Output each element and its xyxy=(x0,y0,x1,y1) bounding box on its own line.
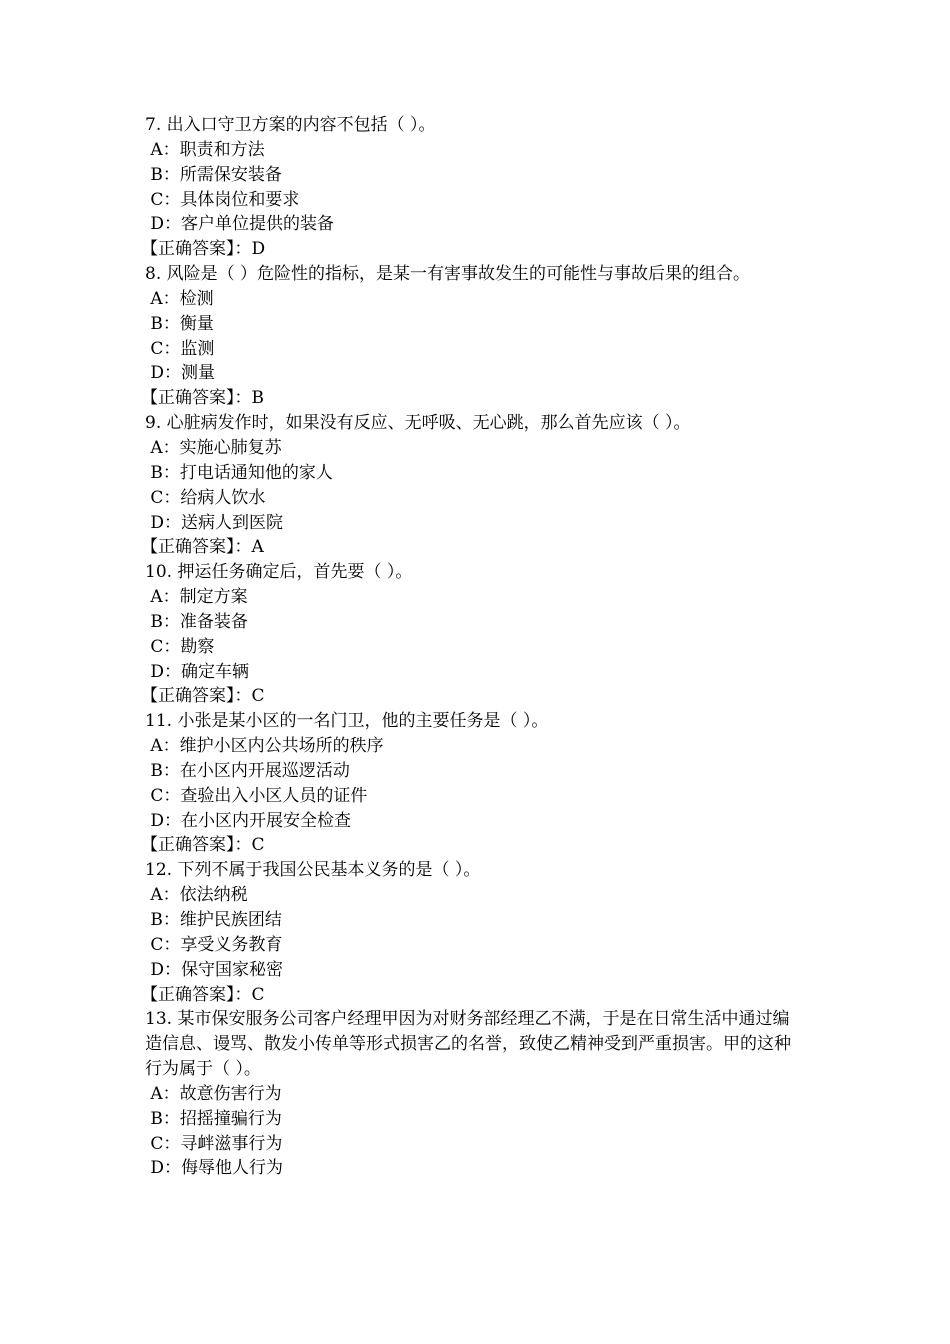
option-a: A：制定方案 xyxy=(145,587,248,608)
question-13 xyxy=(145,1007,805,1181)
option-c: C：监测 xyxy=(145,338,215,359)
option-a: A：故意伤害行为 xyxy=(145,1083,282,1104)
correct-answer: 【正确答案】：B xyxy=(141,388,264,409)
option-c: C：具体岗位和要求 xyxy=(145,189,300,210)
option-c: C：享受义务教育 xyxy=(145,934,283,955)
question-12 xyxy=(141,858,805,1007)
question-10 xyxy=(141,560,805,709)
option-c: C：查验出入小区人员的证件 xyxy=(145,785,368,806)
option-d: D：送病人到医院 xyxy=(145,512,284,533)
question-stem: 10. 押运任务确定后，首先要（ ）。 xyxy=(145,562,413,583)
option-d: D：确定车辆 xyxy=(145,661,250,682)
option-d: D：侮辱他人行为 xyxy=(145,1158,284,1179)
option-b: B：维护民族团结 xyxy=(145,910,282,930)
option-c: C：给病人饮水 xyxy=(145,487,266,508)
question-8 xyxy=(141,262,805,411)
question-stem: 8. 风险是（ ）危险性的指标，是某一有害事故发生的可能性与事故后果的组合。 xyxy=(145,264,751,285)
option-a: A：职责和方法 xyxy=(145,139,265,160)
option-b: B：招摇撞骗行为 xyxy=(145,1108,282,1129)
correct-answer: 【正确答案】：C xyxy=(141,984,265,1005)
option-c: C：勘察 xyxy=(145,636,215,657)
question-stem: 13. 某市保安服务公司客户经理甲因为对财务部经理乙不满，于是在日常生活中通过编造信息、谩骂、散发小传单等形式损害乙的名誉，致使乙精神受到严重损害。甲的这种行为属于（ ）。 xyxy=(145,1009,791,1080)
correct-answer: 【正确答案】：C xyxy=(141,686,265,707)
question-7 xyxy=(141,113,805,262)
option-a: A：检测 xyxy=(145,288,214,309)
question-stem: 11. 小张是某小区的一名门卫，他的主要任务是（ ）。 xyxy=(145,711,549,732)
correct-answer: 【正确答案】：C xyxy=(141,835,265,856)
option-b: B：准备装备 xyxy=(145,611,248,632)
option-d: D：测量 xyxy=(145,363,216,384)
option-a: A：实施心肺复苏 xyxy=(145,437,282,458)
option-b: B：衡量 xyxy=(145,313,214,334)
question-11 xyxy=(141,709,805,858)
option-a: A：维护小区内公共场所的秩序 xyxy=(145,736,384,757)
option-b: B：在小区内开展巡逻活动 xyxy=(145,760,350,781)
correct-answer: 【正确答案】：D xyxy=(141,239,266,260)
question-9 xyxy=(141,411,805,560)
question-stem: 9. 心脏病发作时，如果没有反应、无呼吸、无心跳，那么首先应该（ ）。 xyxy=(145,413,691,434)
question-stem: 12. 下列不属于我国公民基本义务的是（ ）。 xyxy=(145,860,481,881)
correct-answer: 【正确答案】：A xyxy=(141,537,264,558)
question-stem: 7. 出入口守卫方案的内容不包括（ ）。 xyxy=(145,115,436,135)
option-a: A：依法纳税 xyxy=(145,885,248,906)
question-list xyxy=(141,113,805,1181)
option-d: D：客户单位提供的装备 xyxy=(145,214,335,235)
option-b: B：打电话通知他的家人 xyxy=(145,462,333,483)
option-d: D：在小区内开展安全检查 xyxy=(145,810,352,831)
option-b: B：所需保安装备 xyxy=(145,164,282,185)
option-c: C：寻衅滋事行为 xyxy=(145,1133,283,1154)
option-d: D：保守国家秘密 xyxy=(145,959,284,980)
